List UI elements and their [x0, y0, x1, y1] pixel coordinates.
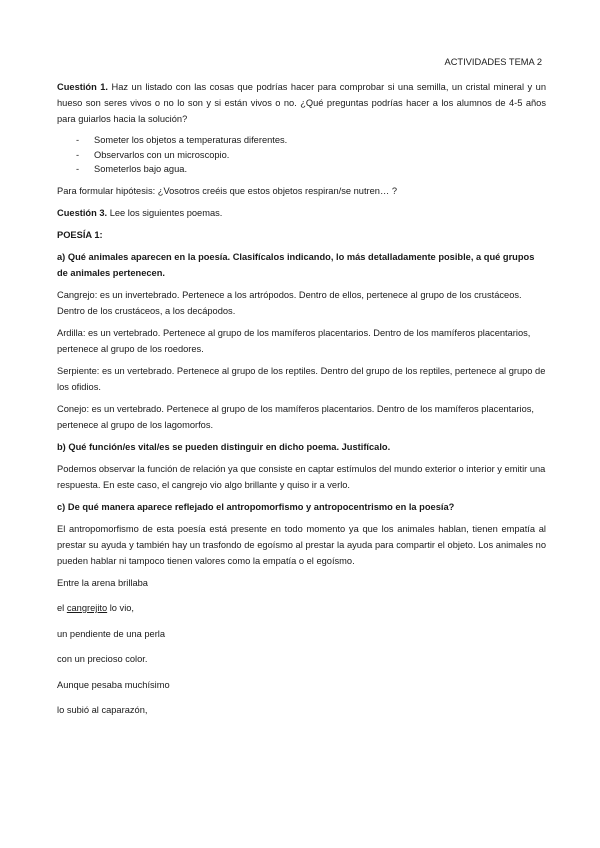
poem-line-part: el [57, 603, 67, 613]
list-item: - Someterlos bajo agua. [76, 162, 546, 177]
poem-1-text [57, 575, 546, 719]
document-body [57, 79, 546, 728]
page-header: ACTIVIDADES TEMA 2 [444, 57, 542, 67]
poem-line: lo subió al caparazón, [57, 705, 148, 715]
answer-cangrejo: Cangrejo: es un invertebrado. Pertenece a los artrópodos. Dentro de ellos, pertenece al grupo de los crustáceos. Dentro de los crustáceos, a los decápodos. [57, 289, 522, 316]
answer-b: Podemos observar la función de relación ya que consiste en captar estímulos del mundo exterior o interior y emitir una respuesta. En este caso, el cangrejo vio algo brillante y quiso ir a verlo. [57, 463, 546, 490]
poem-line-part: lo vio, [107, 603, 135, 613]
poem-line: con un precioso color. [57, 654, 148, 664]
answer-c: El antropomorfismo de esta poesía está presente en todo momento ya que los animales hablan, tienen empatía al prestar su ayuda y también hay un trasfondo de egoísmo al prestar la ayuda para compartir el objeto. Los animales no pueden hablar ni tampoco tienen valores como la empatía o el egoísmo. [57, 523, 546, 566]
poem-line: Entre la arena brillaba [57, 577, 148, 588]
poem-1-heading: POESÍA 1: [57, 229, 103, 240]
poem-line: un pendiente de una perla [57, 628, 166, 639]
question-3-text: Lee los siguientes poemas. [107, 207, 223, 218]
poem-line [57, 600, 546, 616]
question-3 [57, 205, 546, 221]
question-b: b) Qué función/es vital/es se pueden distinguir en dicho poema. Justifícalo. [57, 441, 391, 452]
question-a: a) Qué animales aparecen en la poesía. Clasifícalos indicando, lo más detalladamente posible, a qué grupos de animales pertenecen. [57, 251, 535, 278]
underlined-word: cangrejito [66, 603, 108, 613]
hypothesis-text: Para formular hipótesis: ¿Vosotros creéis que estos objetos respiran/se nutren… ? [57, 185, 398, 196]
poem-line: Aunque pesaba muchísimo [57, 679, 170, 690]
list-item: - Observarlos con un microscopio. [76, 148, 546, 163]
question-1-label: Cuestión 1. [57, 82, 109, 92]
answer-serpiente: Serpiente: es un vertebrado. Pertenece al grupo de los reptiles. Dentro del grupo de los reptiles, pertenece al grupo de los ofidios. [57, 365, 546, 392]
answer-conejo: Conejo: es un vertebrado. Pertenece al grupo de los mamíferos placentarios. Dentro de los mamíferos placentarios, pertenece al grupo de los lagomorfos. [57, 403, 534, 430]
question-3-label: Cuestión 3. [57, 207, 108, 218]
answer-ardilla: Ardilla: es un vertebrado. Pertenece al grupo de los mamíferos placentarios. Dentro de los mamíferos placentarios, pertenece al grupo de los roedores. [57, 327, 531, 354]
question-1-text: Haz un listado con las cosas que podrías hacer para comprobar si una semilla, un cristal mineral y un hueso son seres vivos o no lo son y si están vivos o no. ¿Qué preguntas podrías hacer a los alumnos de 4-5 años para guiarlos hacia la solución? [57, 82, 547, 124]
question-c: c) De qué manera aparece reflejado el antropomorfismo y antropocentrismo en la poesía? [57, 501, 455, 512]
question-1-list [57, 133, 546, 177]
question-1 [57, 79, 546, 127]
list-item: - Someter los objetos a temperaturas diferentes. [76, 133, 546, 148]
